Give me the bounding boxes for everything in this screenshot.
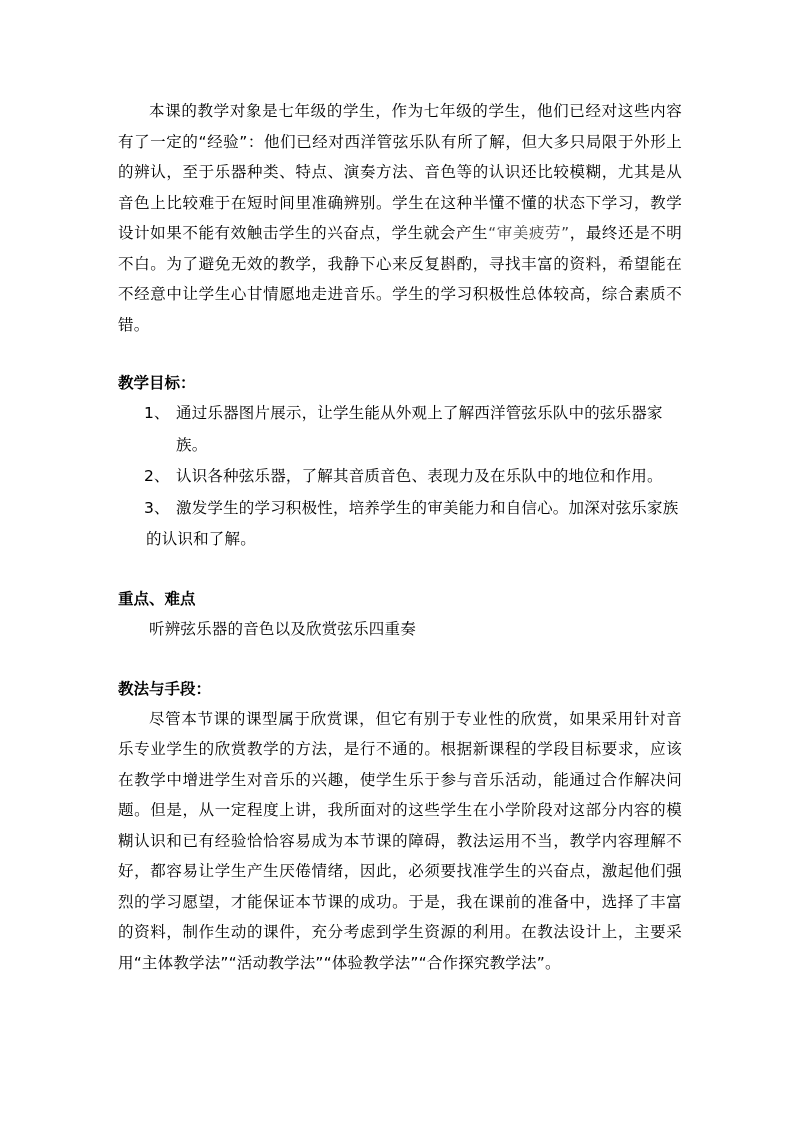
objectives-heading: 教学目标：: [118, 374, 196, 392]
document-body: [118, 96, 682, 978]
list-item-text: 激发学生的学习积极性，培养学生的审美能力和自信心。加深对弦乐家族的认识和了解。: [146, 498, 679, 548]
key-points-heading: 重点、难点: [118, 589, 196, 608]
methods-paragraph: 尽管本节课的课型属于欣赏课，但它有别于专业性的欣赏，如果采用针对音乐专业学生的欣赏教学的方法，是行不通的。根据新课程的学段目标要求，应该在教学中增进学生对音乐的兴趣，使学生乐于参与音乐活动，能通过合作解决问题。但是，从一定程度上讲，我所面对的这些学生在小学阶段对这部分内容的模糊认识和已有经验恰恰容易成为本节课的障碍，教法运用不当，教学内容理解不好，都容易让学生产生厌倦情绪，因此，必须要找准学生的兴奋点，激起他们强烈的学习愿望，才能保证本节课的成功。于是，我在课前的准备中，选择了丰富的资料，制作生动的课件，充分考虑到学生资源的利用。在教法设计上，主要采用“主体教学法”“活动教学法”“体验教学法”“合作探究教学法”。: [118, 709, 682, 972]
list-item-text: 认识各种弦乐器，了解其音质音色、表现力及在乐队中的地位和作用。: [176, 467, 663, 485]
spacer: [118, 556, 682, 584]
list-item: [118, 493, 682, 556]
list-item: [118, 461, 682, 493]
intro-text-2: ，最终还是不明不白。为了避免无效的教学，我静下心来反复斟酌，寻找丰富的资料，希望能在不经意中让学生心甘情愿地走进音乐。学生的学习积极性总体较高，综合素质不错。: [118, 224, 683, 334]
list-item-number: 2、: [144, 467, 170, 485]
intro-highlight: “审美疲劳”: [488, 224, 570, 242]
spacer: [118, 340, 682, 368]
spacer: [118, 644, 682, 674]
list-item-number: 1、: [144, 404, 170, 422]
intro-text-1: 本课的教学对象是七年级的学生，作为七年级的学生，他们已经对这些内容有了一定的“经验”：他们已经对西洋管弦乐队有所了解，但大多只局限于外形上的辨认，至于乐器种类、特点、演奏方法、音色等的认识还比较模糊，尤其是从音色上比较难于在短时间里准确辨别。学生在这种半懂不懂的状态下学习，教学设计如果不能有效触击学生的兴奋点，学生就会产生: [118, 102, 682, 242]
list-item-text: 通过乐器图片展示，让学生能从外观上了解西洋管弦乐队中的弦乐器家族。: [176, 404, 663, 454]
methods-heading: 教法与手段：: [118, 679, 212, 698]
intro-paragraph: [118, 96, 682, 340]
list-item-number: 3、: [144, 498, 170, 517]
objectives-list: [118, 398, 682, 556]
key-points-text: 听辨弦乐器的音色以及欣赏弦乐四重奏: [149, 619, 416, 638]
list-item: [118, 398, 682, 461]
